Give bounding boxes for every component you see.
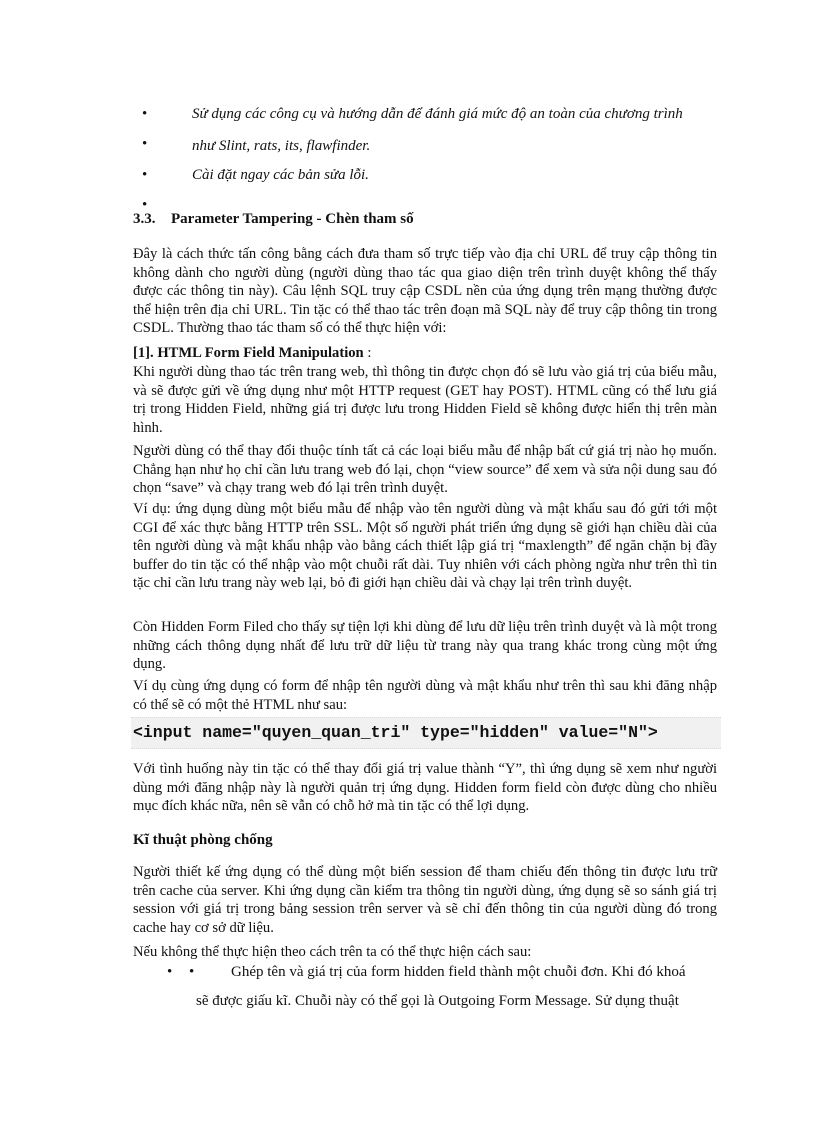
section-number: 3.3. bbox=[133, 211, 156, 227]
section-title: Parameter Tampering - Chèn tham số bbox=[171, 211, 414, 227]
bullet-markers: • • bbox=[167, 964, 195, 980]
bullet-markers: •• bbox=[142, 167, 148, 213]
bullet-text: Sử dụng các công cụ và hướng dẫn để đánh giá mức độ an toàn của chương trình bbox=[192, 106, 683, 122]
paragraph: Với tình huống này tin tặc có thể thay đổi giá trị value thành “Y”, thì ứng dụng sẽ xem như người dùng mới đăng nhập này là người quản trị ứng dụng. Hidden form field còn được dùng cho nhiều mục đích khác nữa, nên sẽ vẫn có chỗ hở mà tin tặc có thể lợi dụng. bbox=[133, 761, 717, 815]
bullet-text-continued: như Slint, rats, its, flawfinder. bbox=[192, 138, 371, 154]
subheading-label: [1]. HTML Form Field Manipulation bbox=[133, 345, 364, 361]
bullet-text: Cài đặt ngay các bản sửa lỗi. bbox=[192, 167, 369, 183]
paragraph: Người thiết kế ứng dụng có thể dùng một biến session để tham chiếu đến thông tin được lưu trữ trên cache của server. Khi ứng dụng cần kiểm tra thông tin người dùng, ứng dụng sẽ so sánh giá trị session với giá trị trong bảng session trên server và sẽ chỉ đến thông tin của người dùng đó trong cache hay cơ sở dữ liệu. bbox=[133, 864, 717, 936]
code-snippet: <input name="quyen_quan_tri" type="hidden" value="N"> bbox=[131, 717, 721, 749]
paragraph: Ví dụ cùng ứng dụng có form để nhập tên người dùng và mật khẩu như trên thì sau khi đăng nhập có thể sẽ có một thẻ HTML như sau: bbox=[133, 678, 717, 713]
paragraph: Khi người dùng thao tác trên trang web, thì thông tin được chọn đó sẽ lưu vào giá trị của biểu mẫu, và sẽ được gửi về ứng dụng như một HTTP request (GET hay POST). HTML cũng có thể lưu giá trị trong Hidden Field, những giá trị được lưu trong Hidden Field sẽ không được hiển thị trên màn hình. bbox=[133, 364, 717, 436]
paragraph: Người dùng có thể thay đổi thuộc tính tất cả các loại biểu mẫu để nhập bất cứ giá trị nào họ muốn. Chẳng hạn như họ chỉ cần lưu trang web đó lại, chọn “view source” để xem và sửa nội dung sau đó chọn “save” và chạy trang web đó lại trên trình duyệt. bbox=[133, 443, 717, 497]
bullet-item bbox=[167, 957, 686, 1009]
paragraph: Ví dụ: ứng dụng dùng một biểu mẫu để nhập vào tên người dùng và mật khẩu sau đó gửi tới một CGI để xác thực bằng HTTP trên SSL. Một số người phát triển ứng dụng sẽ giới hạn chiều dài của tên người dùng và mật khẩu nhập vào bằng cách thiết lập giá trị “maxlength” để ngăn chặn bị đầy buffer do tin tặc có thể nhập vào một chuỗi rất dài. Tuy nhiên với cách phòng ngừa như trên thì tin tặc chỉ cần lưu trang này web lại, bỏ đi giới hạn chiều dài và chạy lại trên trình duyệt. bbox=[133, 501, 717, 592]
bullet-text: Ghép tên và giá trị của form hidden field thành một chuỗi đơn. Khi đó khoá bbox=[231, 964, 686, 980]
bullet-markers: •• bbox=[142, 106, 148, 152]
paragraph: Nếu không thể thực hiện theo cách trên ta có thể thực hiện cách sau: bbox=[133, 944, 532, 960]
bullet-text-continued: sẽ được giấu kĩ. Chuỗi này có thể gọi là Outgoing Form Message. Sử dụng thuật bbox=[196, 993, 679, 1009]
intro-paragraph: Đây là cách thức tấn công bằng cách đưa tham số trực tiếp vào địa chỉ URL để truy cập thông tin không dành cho người dùng (người dùng thao tác qua giao diện trên trình duyệt không thể thấy được các thông tin này). Câu lệnh SQL truy cập CSDL nền của ứng dụng trên mạng thường được thể hiện trên địa chỉ URL. Tin tặc có thể thao tác trên đoạn mã SQL này để truy cập thông tin trong CSDL. Thường thao tác tham số có thể thực hiện với: bbox=[133, 246, 717, 337]
defense-heading: Kĩ thuật phòng chống bbox=[133, 832, 273, 848]
section-heading bbox=[133, 211, 414, 228]
subheading: [1]. HTML Form Field Manipulation : bbox=[133, 345, 372, 361]
paragraph: Còn Hidden Form Filed cho thấy sự tiện lợi khi dùng để lưu dữ liệu trên trình duyệt và là một trong những cách thông dụng nhất để lưu trữ dữ liệu từ trang này qua trang khác trong cùng một ứng dụng. bbox=[133, 619, 717, 673]
